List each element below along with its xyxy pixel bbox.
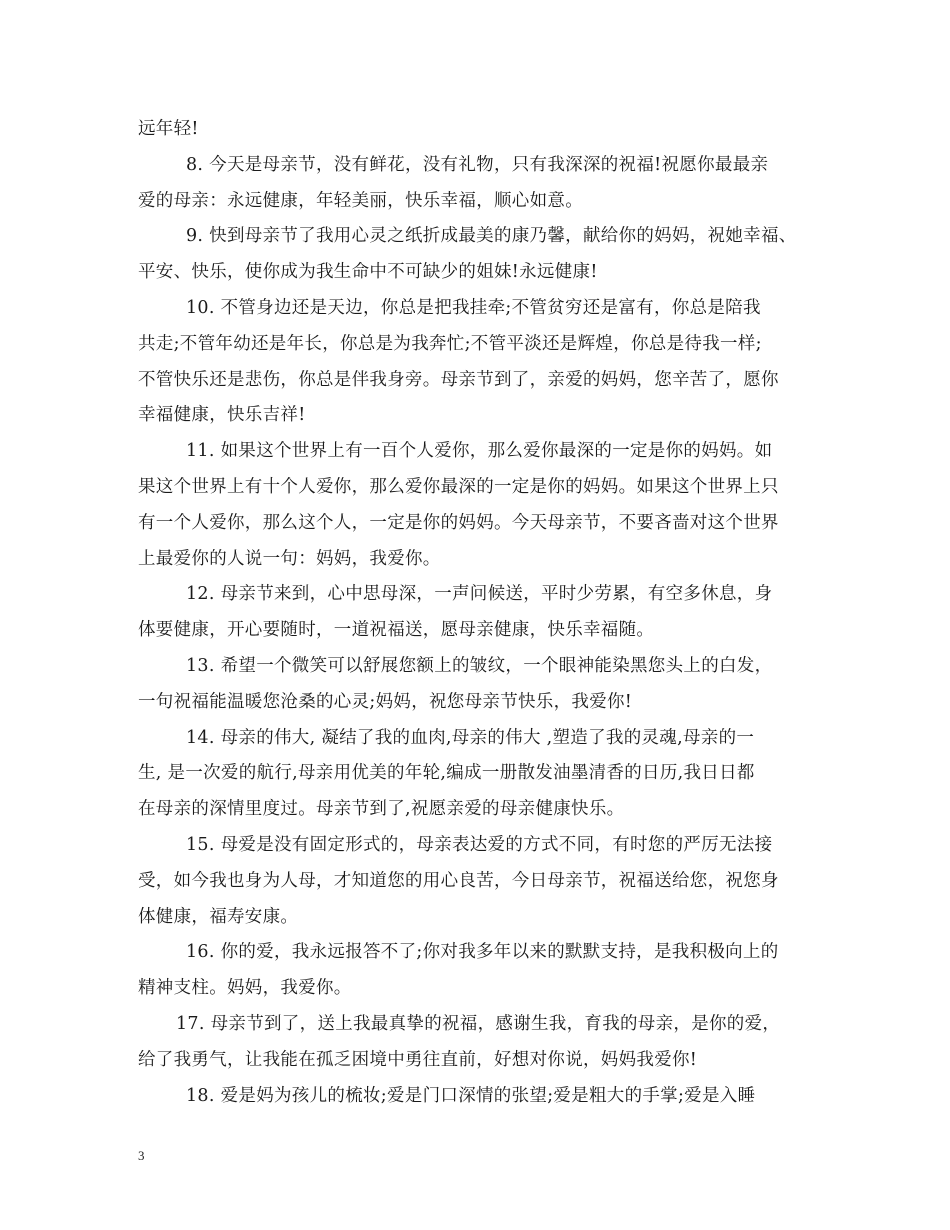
text-line: 受，如今我也身为人母，才知道您的用心良苦，今日母亲节，祝福送给您，祝您身	[138, 870, 779, 891]
text-line: 共走;不管年幼还是年长，你总是为我奔忙;不管平淡还是辉煌，你总是待我一样;	[138, 333, 762, 354]
text-line: 有一个人爱你，那么这个人，一定是你的妈妈。今天母亲节，不要吝啬对这个世界	[138, 512, 779, 533]
text-line: 16. 你的爱，我永远报答不了;你对我多年以来的默默支持，是我积极向上的	[186, 942, 779, 963]
text-line: 10. 不管身边还是天边，你总是把我挂牵;不管贫穷还是富有，你总是陪我	[186, 297, 761, 318]
text-line: 一句祝福能温暖您沧桑的心灵;妈妈，祝您母亲节快乐，我爱你!	[138, 691, 633, 712]
text-line: 18. 爱是妈为孩儿的梳妆;爱是门口深情的张望;爱是粗大的手掌;爱是入睡	[186, 1085, 756, 1106]
text-line: 11. 如果这个世界上有一百个人爱你，那么爱你最深的一定是你的妈妈。如	[186, 441, 773, 462]
text-line: 15. 母爱是没有固定形式的，母亲表达爱的方式不同，有时您的严厉无法接	[186, 834, 773, 855]
text-line: 平安、快乐，使你成为我生命中不可缺少的姐妹!永远健康!	[138, 262, 598, 283]
text-line: 13. 希望一个微笑可以舒展您额上的皱纹，一个眼神能染黑您头上的白发，	[186, 655, 773, 676]
text-line: 8. 今天是母亲节，没有鲜花，没有礼物，只有我深深的祝福!祝愿你最最亲	[186, 154, 769, 175]
text-line: 12. 母亲节来到，心中思母深，一声问候送，平时少劳累，有空多休息，身	[186, 584, 773, 605]
text-line: 体要健康，开心要随时，一道祝福送，愿母亲健康，快乐幸福随。	[138, 620, 655, 641]
text-line: 爱的母亲：永远健康，年轻美丽，快乐幸福，顺心如意。	[138, 190, 583, 211]
text-line: 远年轻!	[138, 119, 199, 139]
text-line: 幸福健康，快乐吉祥!	[138, 405, 306, 426]
text-line: 不管快乐还是悲伤，你总是伴我身旁。母亲节到了，亲爱的妈妈，您辛苦了，愿你	[138, 369, 779, 390]
text-line: 给了我勇气，让我能在孤乏困境中勇往直前，好想对你说，妈妈我爱你!	[138, 1049, 698, 1070]
text-line: 14. 母亲的伟大, 凝结了我的血肉,母亲的伟大 ,塑造了我的灵魂,母亲的一	[186, 727, 755, 748]
document-body	[138, 112, 828, 1114]
text-line: 生, 是一次爱的航行,母亲用优美的年轮,编成一册散发油墨清香的日历,我日日都	[138, 763, 755, 784]
text-line: 在母亲的深情里度过。母亲节到了,祝愿亲爱的母亲健康快乐。	[138, 799, 625, 820]
text-line: 果这个世界上有十个人爱你，那么爱你最深的一定是你的妈妈。如果这个世界上只	[138, 476, 779, 497]
text-line: 体健康，福寿安康。	[138, 906, 299, 927]
text-line: 17. 母亲节到了，送上我最真挚的祝福，感谢生我，育我的母亲，是你的爱，	[176, 1013, 781, 1034]
page-number: 3	[138, 1148, 145, 1163]
text-line: 上最爱你的人说一句：妈妈，我爱你。	[138, 548, 441, 569]
text-line: 精神支柱。妈妈，我爱你。	[138, 978, 352, 999]
text-line: 9. 快到母亲节了我用心灵之纸折成最美的康乃馨，献给你的妈妈，祝她幸福、	[186, 226, 797, 247]
